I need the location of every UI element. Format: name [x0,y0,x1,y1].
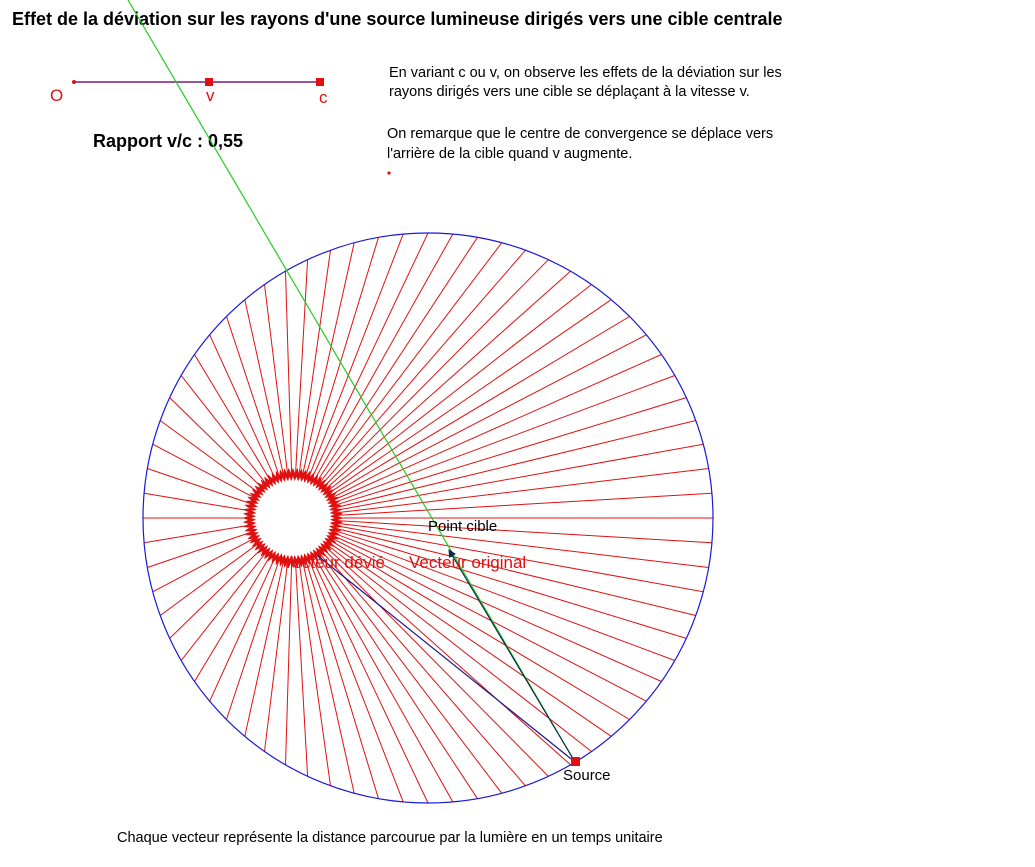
v-label: v [206,86,215,105]
ray [323,260,549,488]
ray [160,543,259,616]
ray [333,530,686,638]
ray [329,317,630,497]
ray [286,560,292,765]
ray [181,551,267,661]
ray [210,335,276,480]
ray [328,300,612,495]
red-dot-marker [387,171,390,174]
c-handle[interactable] [316,78,324,86]
ray [316,553,477,799]
original-vector-label: Vecteur original [409,553,527,572]
description-line-2: rayons dirigés vers une cible se déplaçant à la vitesse v. [389,84,750,100]
source-label: Source [563,767,611,784]
ray [299,250,331,476]
hub-arrowheads [247,472,339,564]
ray [324,271,570,490]
ray [335,521,712,543]
source-handle[interactable] [571,757,580,766]
ray [295,560,307,776]
ray [316,237,477,483]
v-handle[interactable] [205,78,213,86]
ray [324,546,570,765]
ray [286,271,292,476]
description-line-1: En variant c ou v, on observe les effets de la déviation sur les [389,65,782,81]
ray [308,557,403,802]
description-line-4: l'arrière de la cible quand v augmente. [387,146,633,162]
description-line-3: On remarque que le centre de convergence se déplace vers [387,126,774,142]
caption: Chaque vecteur représente la distance parcourue par la lumière en un temps unitaire [117,830,663,846]
velocity-slider[interactable] [50,78,328,107]
ray [170,398,263,489]
deviated-vector [318,556,575,762]
ray [299,560,331,786]
ray [332,376,675,504]
ray [308,234,403,479]
convergence-hub [247,472,339,564]
ray [305,558,378,799]
green-trajectory-line [128,0,575,762]
target-point-label: Point cible [428,518,498,535]
ray [323,548,549,776]
ray [305,237,378,477]
ray [334,444,703,510]
ray [331,355,661,502]
ray [160,421,259,494]
ray [302,243,354,477]
ray [295,260,307,476]
ray [333,398,686,506]
ray [147,469,253,505]
ray [170,547,263,638]
page-title: Effet de la déviation sur les rayons d'une source lumineuse dirigés vers une cible centrale [12,9,783,29]
deviated-vector-label: Vecteur dévié [282,553,386,572]
ratio-readout: Rapport v/c : 0,55 [93,131,244,151]
ray [302,559,354,793]
ray [265,560,288,752]
ray [335,493,712,515]
ray [181,376,267,486]
ray [147,532,253,568]
c-label: c [319,88,328,107]
ray [330,335,646,499]
ray [144,525,252,543]
ray [210,556,276,701]
ray [265,285,288,477]
origin-label: O [50,86,64,105]
slider-origin-point [72,80,76,84]
ray [144,493,252,511]
